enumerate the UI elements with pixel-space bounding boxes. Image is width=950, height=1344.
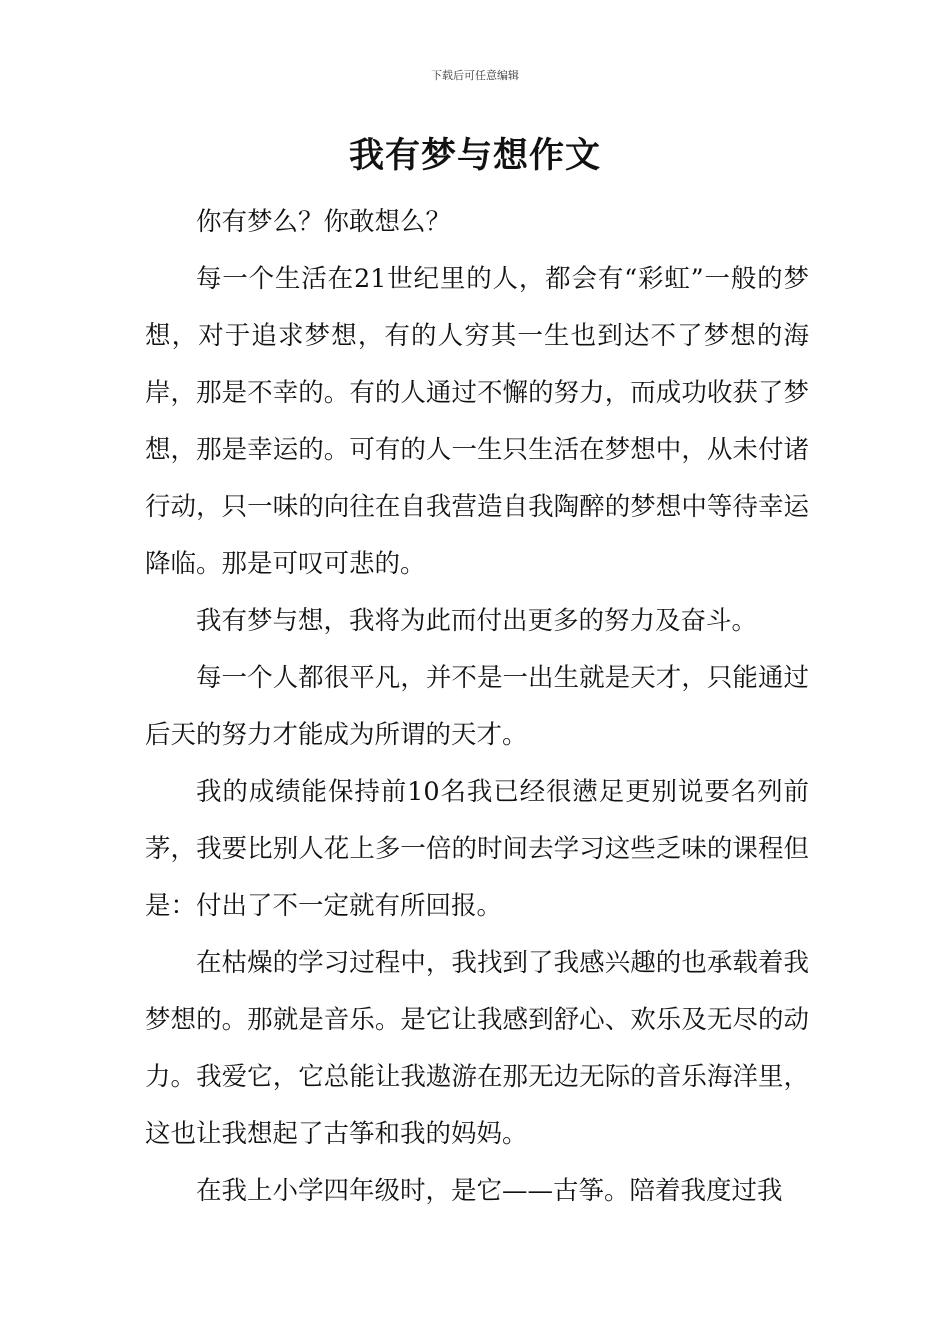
paragraph: 我的成绩能保持前10名我已经很懑足更别说要名列前茅，我要比别人花上多一倍的时间去学习这些乏味的课程但是：付出了不一定就有所回报。 [145, 777, 809, 921]
paragraph: 你有梦么？你敢想么？ [196, 207, 452, 237]
paragraph: 每一个人都很平凡，并不是一出生就是天才，只能通过后天的努力才能成为所谓的天才。 [145, 663, 809, 750]
document-title: 我有梦与想作文 [348, 136, 601, 176]
header-note: 下载后可任意编辑 [431, 69, 519, 82]
paragraph: 每一个生活在21世纪里的人，都会有“彩虹”一般的梦想，对于追求梦想，有的人穷其一生也到达不了梦想的海岸，那是不幸的。有的人通过不懈的努力，而成功收获了梦想，那是幸运的。可有的人一生只生活在梦想中，从未付诸行动，只一味的向往在自我营造自我陶醉的梦想中等待幸运降临。那是可叹可悲的。 [145, 264, 809, 579]
paragraph: 我有梦与想，我将为此而付出更多的努力及奋斗。 [196, 606, 758, 636]
paragraph: 在我上小学四年级时，是它——古筝。陪着我度过我 [196, 1176, 783, 1206]
paragraph: 在枯燥的学习过程中，我找到了我感兴趣的也承载着我梦想的。那就是音乐。是它让我感到舒心、欢乐及无尽的动力。我爱它，它总能让我遨游在那无边无际的音乐海洋里，这也让我想起了古筝和我的妈妈。 [145, 948, 809, 1149]
document-body [145, 194, 809, 1220]
